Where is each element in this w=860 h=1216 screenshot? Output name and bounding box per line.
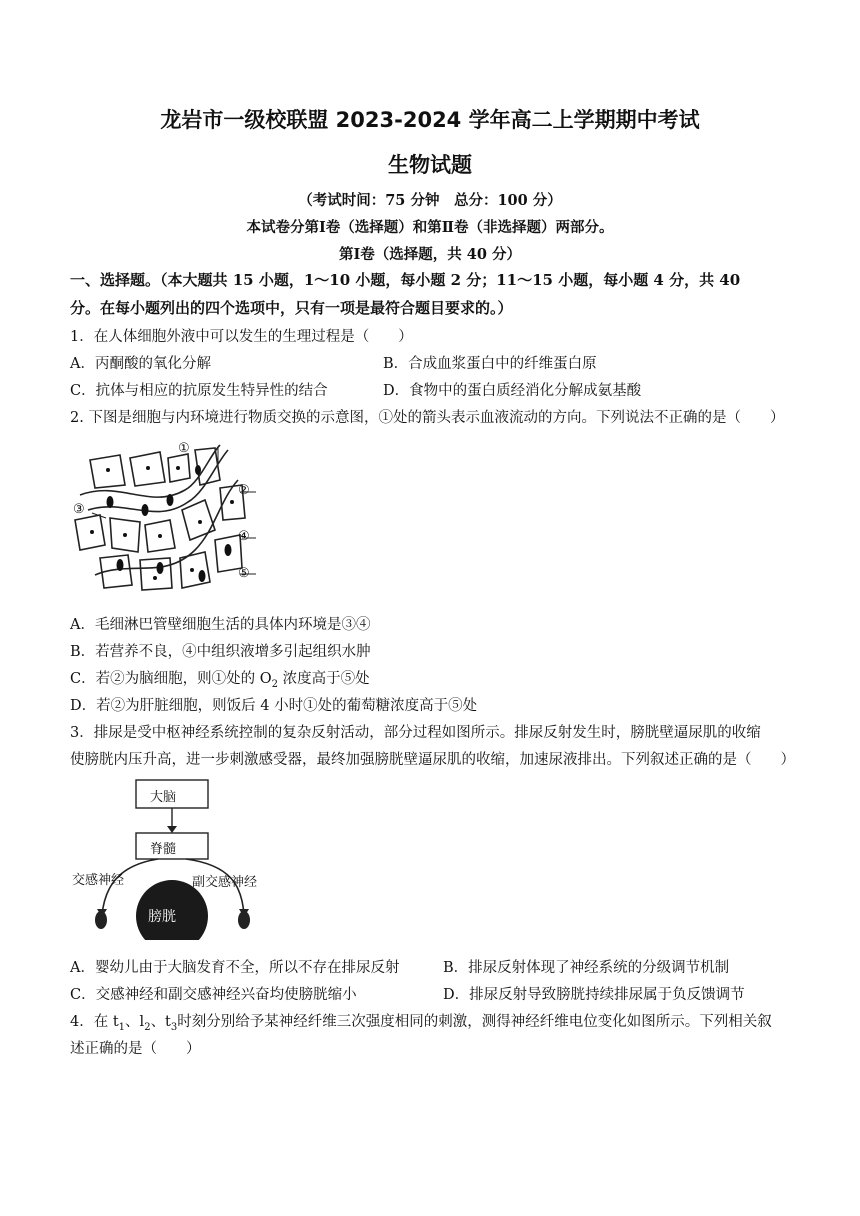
page-title: 龙岩市一级校联盟 2023-2024 学年高二上学期期中考试	[160, 108, 700, 132]
exam-info: （考试时间：75 分钟 总分：100 分）	[298, 192, 562, 209]
q4-l2-sub: 2	[144, 1021, 151, 1033]
q3-option-d: D．排尿反射导致膀胱持续排尿属于负反馈调节	[443, 987, 745, 1003]
section1-line1: 一、选择题。（本大题共 15 小题，1～10 小题，每小题 2 分；11～15 小题，每小题 4 分，共 40	[70, 271, 741, 289]
diagram-parasympathetic-label: 副交感神经	[192, 875, 258, 890]
q2-option-c-sub: 2	[271, 678, 278, 690]
q3-stem-line1: 3．排尿是受中枢神经系统控制的复杂反射活动，部分过程如图所示。排尿反射发生时，膀胱壁逼尿肌的收缩	[70, 725, 761, 741]
diagram-label-4: ④	[238, 529, 250, 544]
q4-stem-part3: 、t	[150, 1014, 171, 1030]
diagram-spine-label: 脊髓	[150, 842, 177, 857]
q2-option-c-text: C．若②为脑细胞，则①处的 O	[70, 671, 272, 687]
q1-stem: 1．在人体细胞外液中可以发生的生理过程是（ ）	[70, 329, 413, 345]
q1-option-d: D．食物中的蛋白质经消化分解成氨基酸	[383, 383, 642, 399]
section1-line2: 分。在每小题列出的四个选项中，只有一项是最符合题目要求的。）	[70, 299, 513, 317]
q4-stem-line2: 述正确的是（ ）	[70, 1041, 201, 1057]
diagram-label-5: ⑤	[238, 566, 250, 581]
paper-parts: 本试卷分第Ⅰ卷（选择题）和第Ⅱ卷（非选择题）两部分。	[246, 219, 614, 236]
q2-stem: 2. 下图是细胞与内环境进行物质交换的示意图，①处的箭头表示血液流动的方向。下列说法不正确的是（ ）	[70, 410, 785, 426]
diagram-bladder-label: 膀胱	[148, 909, 176, 925]
q3-option-c: C．交感神经和副交感神经兴奋均使膀胱缩小	[70, 987, 357, 1003]
q2-option-d: D．若②为肝脏细胞，则饭后 4 小时①处的葡萄糖浓度高于⑤处	[70, 698, 478, 714]
q4-t1-sub: 1	[118, 1021, 126, 1033]
part1-title: 第Ⅰ卷（选择题，共 40 分）	[338, 246, 522, 263]
diagram-brain-label: 大脑	[150, 790, 177, 805]
q3-option-b: B．排尿反射体现了神经系统的分级调节机制	[443, 960, 730, 976]
q4-t3-sub: 3	[170, 1021, 178, 1033]
diagram-sympathetic-label: 交感神经	[72, 873, 125, 888]
q1-option-a: A．丙酮酸的氧化分解	[70, 356, 211, 372]
q3-option-a: A．婴幼儿由于大脑发育不全，所以不存在排尿反射	[70, 960, 400, 976]
q2-option-c-tail: 浓度高于⑤处	[277, 671, 370, 687]
q2-option-c	[70, 667, 370, 690]
q4-stem-part2: 、l	[125, 1014, 145, 1030]
q2-option-b: B．若营养不良，④中组织液增多引起组织水肿	[70, 644, 371, 660]
q1-option-c: C．抗体与相应的抗原发生特异性的结合	[70, 383, 328, 399]
q2-option-a: A．毛细淋巴管壁细胞生活的具体内环境是③④	[70, 617, 371, 633]
q1-option-b: B．合成血浆蛋白中的纤维蛋白原	[383, 356, 597, 372]
diagram-label-2: ②	[238, 483, 250, 498]
q3-stem-line2: 使膀胱内压升高，进一步刺激感受器，最终加强膀胱壁逼尿肌的收缩，加速尿液排出。下列叙述正确的是（ ）	[70, 752, 795, 768]
diagram-label-1: ①	[178, 441, 190, 456]
q4-stem-line1	[70, 1010, 772, 1033]
q4-stem-part4: 时刻分别给予某神经纤维三次强度相同的刺激，测得神经纤维电位变化如图所示。下列相关叙	[177, 1014, 772, 1030]
q4-stem-part1: 4．在 t	[70, 1014, 119, 1030]
urination-reflex-diagram	[70, 775, 290, 940]
page-subtitle: 生物试题	[388, 153, 472, 177]
diagram-label-3: ③	[73, 502, 85, 517]
